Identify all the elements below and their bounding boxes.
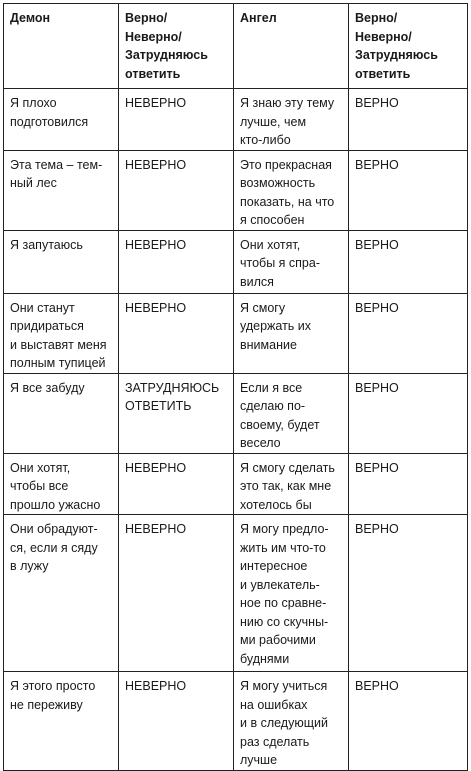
demon-verdict-cell: НЕВЕРНО <box>119 293 234 373</box>
demon-cell: Они обрадуют- ся, если я сяду в лужу <box>4 515 119 672</box>
demon-cell: Они хотят, чтобы все прошло ужасно <box>4 453 119 515</box>
demon-cell: Я все забуду <box>4 373 119 453</box>
angel-cell: Это прекрасная возможность показать, на что я способен <box>234 150 349 230</box>
demon-verdict-cell: ЗАТРУДНЯЮСЬ ОТВЕТИТЬ <box>119 373 234 453</box>
angel-verdict-cell: ВЕРНО <box>349 150 468 230</box>
document-page <box>3 3 467 767</box>
table-row <box>4 672 468 771</box>
demon-verdict-cell: НЕВЕРНО <box>119 672 234 771</box>
angel-cell: Если я все сделаю по- своему, будет весело <box>234 373 349 453</box>
angel-verdict-cell: ВЕРНО <box>349 230 468 293</box>
demon-angel-table <box>3 3 468 771</box>
table-row <box>4 515 468 672</box>
demon-cell: Эта тема – тем- ный лес <box>4 150 119 230</box>
angel-cell: Я смогу сделать это так, как мне хотелось бы <box>234 453 349 515</box>
angel-cell: Я смогу удержать их внимание <box>234 293 349 373</box>
table-row <box>4 453 468 515</box>
angel-cell: Они хотят, чтобы я спра- вился <box>234 230 349 293</box>
demon-verdict-cell: НЕВЕРНО <box>119 230 234 293</box>
demon-cell: Я плохо подготовился <box>4 89 119 151</box>
table-header-row <box>4 4 468 89</box>
angel-verdict-cell: ВЕРНО <box>349 515 468 672</box>
angel-cell: Я могу учиться на ошибках и в следующий раз сделать лучше <box>234 672 349 771</box>
table-row <box>4 230 468 293</box>
angel-verdict-cell: ВЕРНО <box>349 453 468 515</box>
header-demon: Демон <box>4 4 119 89</box>
angel-verdict-cell: ВЕРНО <box>349 672 468 771</box>
header-demon-verdict: Верно/ Неверно/ Затрудняюсь ответить <box>119 4 234 89</box>
angel-cell: Я знаю эту тему лучше, чем кто-либо <box>234 89 349 151</box>
demon-cell: Я этого просто не переживу <box>4 672 119 771</box>
header-angel: Ангел <box>234 4 349 89</box>
angel-verdict-cell: ВЕРНО <box>349 293 468 373</box>
demon-cell: Они станут придираться и выставят меня полным тупицей <box>4 293 119 373</box>
table-row <box>4 89 468 151</box>
table-row <box>4 150 468 230</box>
angel-verdict-cell: ВЕРНО <box>349 373 468 453</box>
demon-verdict-cell: НЕВЕРНО <box>119 89 234 151</box>
demon-verdict-cell: НЕВЕРНО <box>119 150 234 230</box>
table-row <box>4 373 468 453</box>
demon-verdict-cell: НЕВЕРНО <box>119 453 234 515</box>
angel-cell: Я могу предло- жить им что-то интересное и увлекатель- ное по сравне- нию со скучны- ми рабочими буднями <box>234 515 349 672</box>
demon-cell: Я запутаюсь <box>4 230 119 293</box>
angel-verdict-cell: ВЕРНО <box>349 89 468 151</box>
demon-verdict-cell: НЕВЕРНО <box>119 515 234 672</box>
table-row <box>4 293 468 373</box>
header-angel-verdict: Верно/ Неверно/ Затрудняюсь ответить <box>349 4 468 89</box>
